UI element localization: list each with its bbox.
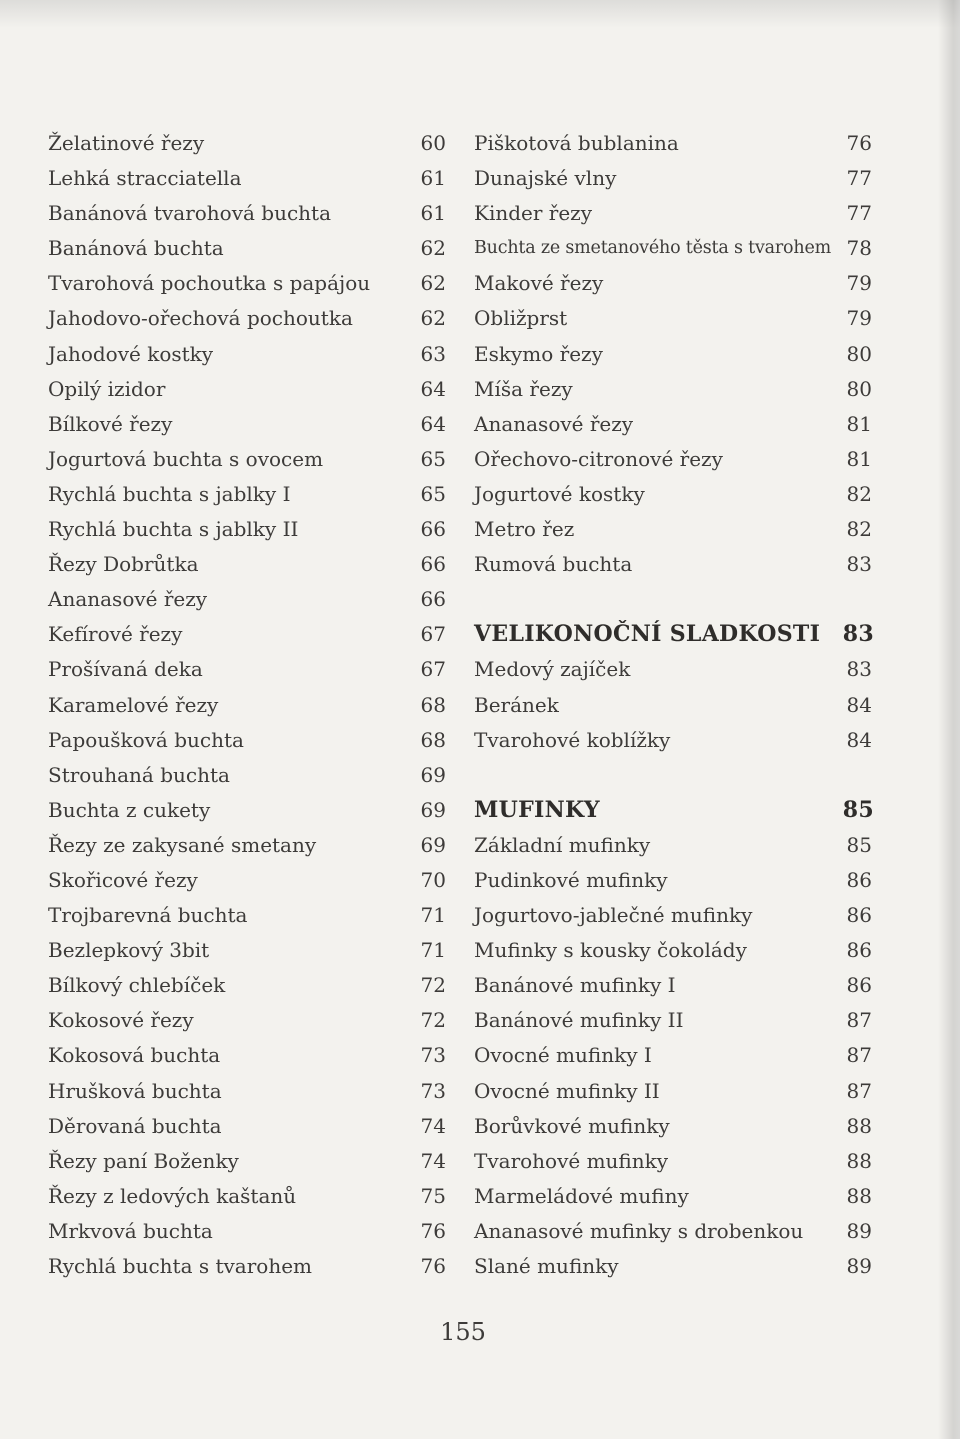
toc-entry-page: 76 [420,1218,446,1243]
toc-entry [474,512,874,547]
toc-entry [48,477,446,512]
section-heading-muffins [474,793,874,828]
toc-entry-page: 74 [420,1113,446,1138]
toc-entry-title: Rumová buchta [474,552,633,577]
section-spacer [474,582,874,617]
toc-entry-page: 72 [420,973,446,998]
toc-entry [48,372,446,407]
toc-entry-page: 60 [420,131,446,155]
toc-entry [48,758,446,793]
toc-entry-page: 73 [420,1078,446,1103]
toc-left-column [48,126,446,1284]
toc-entry [474,547,874,582]
section-heading-easter [474,617,874,652]
toc-entry-title: Bílkové řezy [48,411,173,436]
toc-entry-page: 89 [846,1254,872,1278]
toc-entry-title: Kokosová buchta [48,1043,221,1068]
toc-entry [474,723,874,758]
toc-entry-page: 80 [846,341,872,366]
toc-entry [48,266,446,301]
toc-entry-title: Skořicové řezy [48,867,198,892]
toc-entry [474,1003,874,1038]
toc-entry-title: Buchta z cukety [48,797,211,822]
page-number: 155 [440,1318,486,1346]
toc-entry-title: Řezy paní Boženky [48,1148,239,1173]
toc-entry-page: 61 [420,166,446,191]
toc-entry [48,1003,446,1038]
toc-entry-page: 64 [420,411,446,436]
toc-entry [474,301,874,336]
toc-entry-page: 64 [420,376,446,401]
toc-entry [48,1144,446,1179]
toc-entry-page: 71 [420,938,446,963]
toc-entry [474,1144,874,1179]
toc-entry-title: Obližprst [474,306,568,331]
toc-entry-title: Jogurtovo-jablečné mufinky [474,903,753,928]
toc-entry-title: Prošívaná deka [48,657,203,682]
toc-entry-title: Banánová tvarohová buchta [48,201,332,226]
toc-entry-title: Míša řezy [474,376,573,401]
toc-entry-title: Jogurtová buchta s ovocem [48,446,324,471]
toc-entry-page: 88 [846,1148,872,1173]
toc-entry-title: Kefírové řezy [48,622,183,647]
toc-entry-page: 75 [420,1183,446,1208]
toc-entry-page: 65 [420,481,446,506]
toc-entry-title: Jogurtové kostky [474,481,645,506]
toc-entry-page: 88 [846,1113,872,1138]
toc-entry-title: Rychlá buchta s tvarohem [48,1254,313,1278]
toc-entry-page: 78 [846,236,872,261]
toc-entry-title: Eskymo řezy [474,341,603,366]
toc-entry-page: 81 [846,411,872,436]
toc-entry-title: Karamelové řezy [48,692,219,717]
toc-entry-title: Rychlá buchta s jablky II [48,517,299,542]
toc-entry-page: 69 [420,762,446,787]
toc-entry-title: Řezy ze zakysané smetany [48,832,317,857]
toc-entry-page: 69 [420,797,446,822]
toc-entry [48,968,446,1003]
toc-right-column [474,126,874,1284]
toc-entry-title: Želatinové řezy [48,131,205,155]
toc-entry [48,1179,446,1214]
toc-entry-title: Marmeládové mufiny [474,1183,689,1208]
toc-entry-page: 66 [420,552,446,577]
toc-entry [474,933,874,968]
toc-entry-title: Ořechovo-citronové řezy [474,446,723,471]
toc-entry-page: 76 [420,1254,446,1278]
toc-entry-page: 62 [420,306,446,331]
toc-entry [48,301,446,336]
toc-entry [474,1038,874,1073]
toc-entry [48,512,446,547]
toc-entry-title: Borůvkové mufinky [474,1113,670,1138]
toc-entry [474,196,874,231]
toc-entry-page: 84 [846,727,872,752]
toc-entry-title: Ovocné mufinky I [474,1043,652,1068]
toc-entry [474,828,874,863]
toc-entry-title: Děrovaná buchta [48,1113,222,1138]
toc-entry-page: 67 [420,657,446,682]
toc-entry [48,898,446,933]
section-heading-page: 85 [842,796,874,823]
toc-entry-title: Jahodové kostky [48,341,214,366]
toc-entry-title: Bezlepkový 3bit [48,938,210,963]
toc-entry [474,1214,874,1249]
toc-entry [48,231,446,266]
toc-entry [48,828,446,863]
section-heading-title: VELIKONOČNÍ SLADKOSTI [474,621,821,648]
toc-entry-title: Medový zajíček [474,657,631,682]
toc-entry-title: Hrušková buchta [48,1078,222,1103]
toc-entry [474,372,874,407]
toc-entry [48,1249,446,1284]
toc-entry [48,688,446,723]
toc-entry-page: 77 [846,166,872,191]
toc-entry-page: 87 [846,1008,872,1033]
toc-entry-title: Mrkvová buchta [48,1218,213,1243]
toc-entry-page: 87 [846,1043,872,1068]
toc-entry-title: Bílkový chlebíček [48,973,226,998]
toc-entry-title: Rychlá buchta s jablky I [48,481,291,506]
toc-entry [48,337,446,372]
toc-entry-title: Jahodovo-ořechová pochoutka [48,306,353,331]
toc-entry-title: Piškotová bublanina [474,131,679,155]
toc-entry [474,968,874,1003]
toc-entry-page: 83 [846,552,872,577]
toc-entry-title: Trojbarevná buchta [48,903,248,928]
toc-entry-page: 86 [846,938,872,963]
toc-entry-title: Řezy z ledových kaštanů [48,1183,297,1208]
toc-entry [48,547,446,582]
toc-entry [48,863,446,898]
section-spacer [474,758,874,793]
scan-top-shadow [0,0,960,28]
toc-entry [48,582,446,617]
toc-entry-title: Kokosové řezy [48,1008,194,1033]
toc-entry [48,1038,446,1073]
toc-entry-title: Ovocné mufinky II [474,1078,660,1103]
toc-entry [474,898,874,933]
toc-entry-page: 72 [420,1008,446,1033]
toc-entry [48,933,446,968]
toc-entry-title: Kinder řezy [474,201,593,226]
toc-entry-page: 79 [846,306,872,331]
toc-entry-page: 82 [846,481,872,506]
toc-entry-page: 82 [846,517,872,542]
toc-entry-page: 80 [846,376,872,401]
toc-entry-title: Dunajské vlny [474,166,617,191]
toc-entry [48,793,446,828]
scan-page-edge [938,0,960,1439]
toc-entry-title: Lehká stracciatella [48,166,242,191]
toc-entry [474,863,874,898]
toc-entry-page: 70 [420,867,446,892]
toc-entry [48,442,446,477]
toc-entry-title: Buchta ze smetanového těsta s tvarohem [474,238,832,259]
toc-entry-page: 88 [846,1183,872,1208]
toc-entry-title: Základní mufinky [474,832,651,857]
toc-entry-page: 73 [420,1043,446,1068]
toc-entry [48,1214,446,1249]
toc-entry-page: 71 [420,903,446,928]
toc-entry [474,337,874,372]
toc-entry-page: 61 [420,201,446,226]
toc-entry-page: 77 [846,201,872,226]
toc-entry-title: Pudinkové mufinky [474,867,668,892]
toc-entry-page: 69 [420,832,446,857]
toc-entry-title: Tvarohová pochoutka s papájou [48,271,371,296]
toc-entry [48,1109,446,1144]
toc-entry-page: 63 [420,341,446,366]
toc-entry-title: Tvarohové koblížky [474,727,671,752]
toc-entry [474,688,874,723]
toc-entry-page: 86 [846,903,872,928]
toc-entry [48,1074,446,1109]
toc-entry-page: 76 [846,131,872,155]
toc-entry-page: 74 [420,1148,446,1173]
toc-entry-page: 65 [420,446,446,471]
toc-entry-page: 86 [846,973,872,998]
toc-entry-page: 87 [846,1078,872,1103]
toc-entry [474,1249,874,1284]
toc-entry-title: Mufinky s kousky čokolády [474,938,747,963]
toc-entry-page: 68 [420,727,446,752]
toc-entry-page: 62 [420,236,446,261]
toc-entry-title: Ananasové řezy [48,587,208,612]
toc-entry-page: 84 [846,692,872,717]
toc-entry [474,231,874,266]
toc-entry-title: Ananasové řezy [474,411,634,436]
toc-entry-title: Řezy Dobrůtka [48,552,199,577]
toc-entry-page: 85 [846,832,872,857]
toc-entry-title: Banánové mufinky I [474,973,676,998]
toc-entry [474,442,874,477]
toc-entry [474,266,874,301]
section-heading-title: MUFINKY [474,796,600,823]
toc-entry-page: 83 [846,657,872,682]
toc-entry [474,477,874,512]
toc-entry [48,407,446,442]
toc-entry [474,161,874,196]
toc-entry-title: Makové řezy [474,271,604,296]
toc-entry-page: 79 [846,271,872,296]
toc-entry-page: 66 [420,517,446,542]
toc-entry-title: Beránek [474,692,559,717]
toc-entry [48,196,446,231]
section-heading-page: 83 [842,621,874,648]
toc-entry-page: 67 [420,622,446,647]
toc-entry [48,652,446,687]
toc-entry-title: Strouhaná buchta [48,762,230,787]
toc-entry [48,126,446,161]
toc-entry-title: Slané mufinky [474,1254,619,1278]
toc-entry-title: Opilý izidor [48,376,166,401]
toc-entry-title: Banánové mufinky II [474,1008,684,1033]
toc-entry-title: Ananasové mufinky s drobenkou [474,1218,804,1243]
toc-entry-page: 81 [846,446,872,471]
toc-entry-title: Metro řez [474,517,575,542]
toc-entry-page: 89 [846,1218,872,1243]
toc-entry-page: 68 [420,692,446,717]
toc-entry [48,161,446,196]
toc-entry-title: Banánová buchta [48,236,224,261]
toc-entry-page: 86 [846,867,872,892]
toc-entry [474,1179,874,1214]
toc-entry [474,652,874,687]
toc-entry [474,1109,874,1144]
toc-entry [48,723,446,758]
toc-entry [474,126,874,161]
toc-entry [48,617,446,652]
toc-entry-page: 66 [420,587,446,612]
toc-entry [474,407,874,442]
toc-entry-title: Papoušková buchta [48,727,244,752]
toc-entry-title: Tvarohové mufinky [474,1148,669,1173]
toc-entry [474,1074,874,1109]
toc-entry-page: 62 [420,271,446,296]
